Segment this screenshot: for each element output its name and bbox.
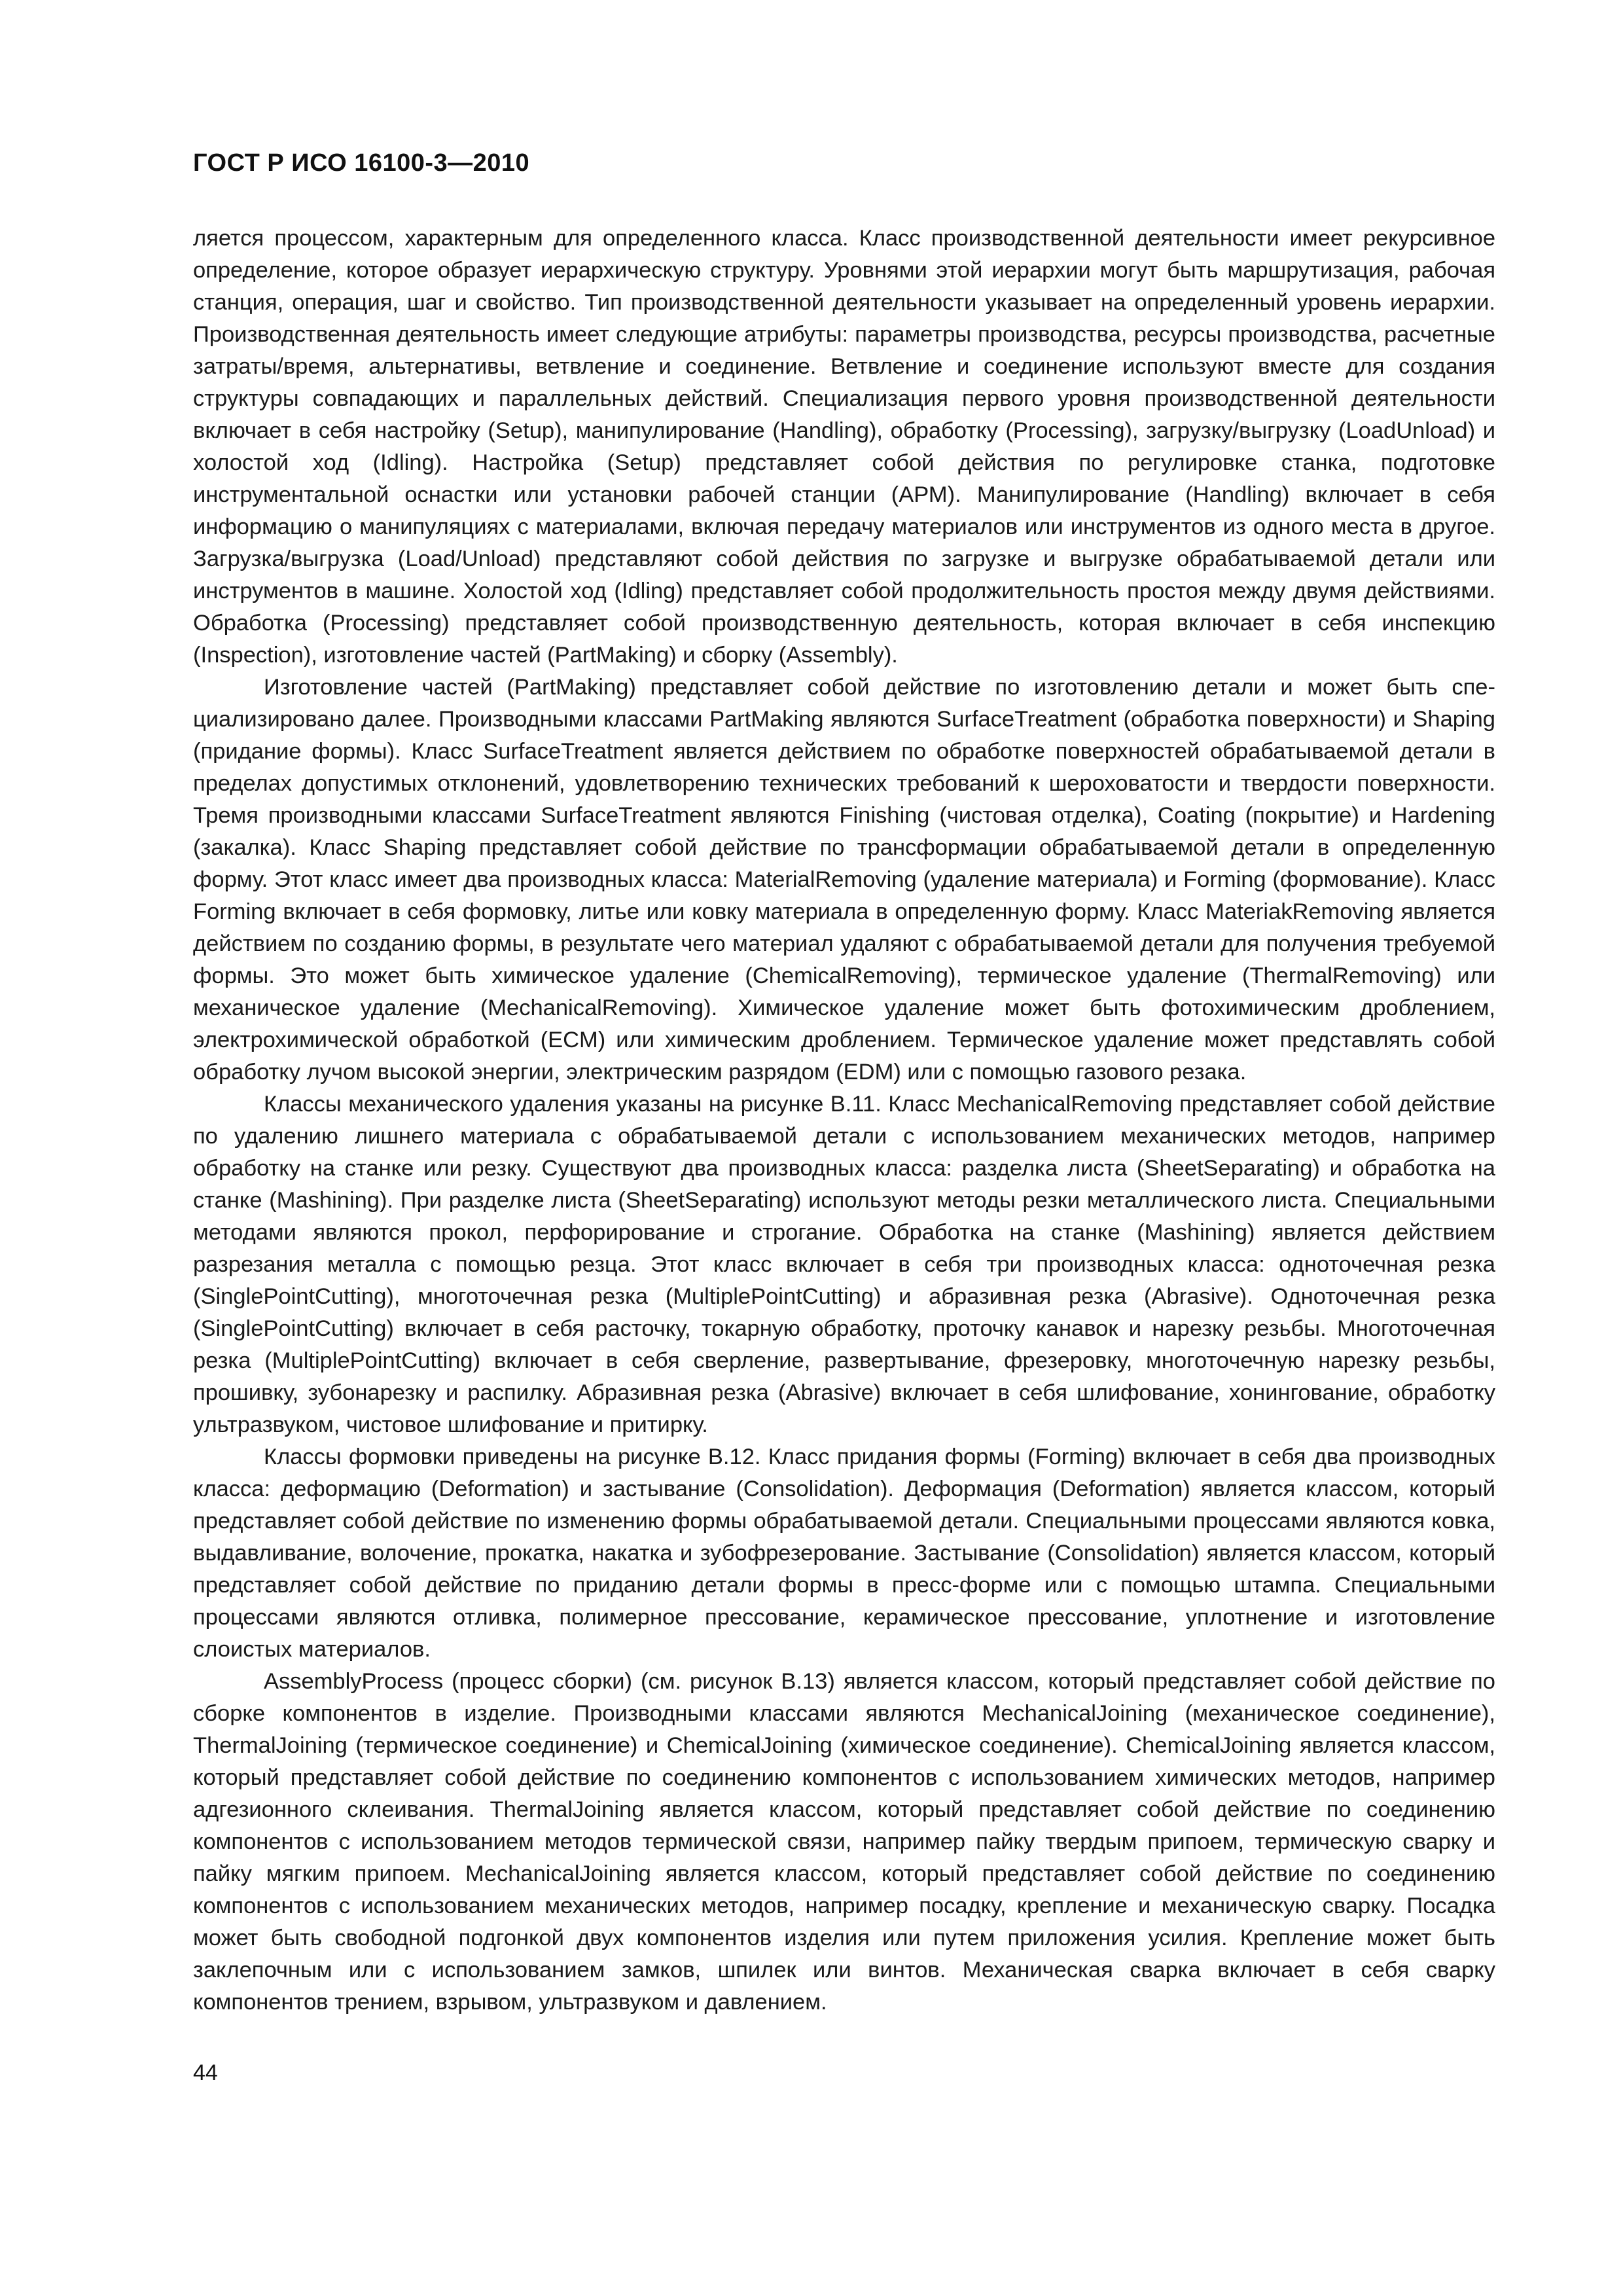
paragraph-assembly-process: AssemblyProcess (процесс сборки) (см. рисунок B.13) является классом, который представляет собой действие по сборке компонентов в изделие. Производными классами являются MechanicalJoining (механическое соединение), ThermalJoining (термическое соединение) и ChemicalJoining (химическое соединение). ChemicalJoining является классом, который представляет собой действие по соединению компонентов с использованием химических методов, например адгезионного склеивания. ThermalJoining является классом, который представляет собой действие по соединению компонентов с использованием методов термической связи, например пайку твердым припоем, термическую сварку и пайку мягким припоем. MechanicalJoining является классом, который представляет собой действие по соединению компонентов с использованием механических методов, например посадку, крепление и механическую сварку. Посадка может быть свободной подгонкой двух компонентов изделия или путем приложения усилия. Крепление может быть заклепочным или с использованием замков, шпилек или винтов. Механическая сварка включает в себя сварку компонентов трением, взрывом, ультразвуком и давлением. xyxy=(193,1669,1495,2015)
document-body xyxy=(193,223,1495,2018)
document-header: ГОСТ Р ИСО 16100-3—2010 xyxy=(193,149,530,177)
paragraph-forming: Классы формовки приведены на рисунке B.12. Класс придания формы (Forming) включает в себя два производных класса: деформацию (Deformation) и застывание (Consolidation). Деформация (Deformation) является классом, который представляет собой действие по изменению формы обрабатываемой детали. Специальными процессами являются ковка, выдавливание, волочение, прокатка, накатка и зубофрезерование. Застывание (Consolidation) является классом, который представляет собой действие по приданию детали формы в пресс-форме или с помощью штампа. Специальными процессами являются отливка, полимерное прессование, керамическое прессование, уплотнение и изготовление слоистых материалов. xyxy=(193,1444,1495,1662)
paragraph-partmaking: Изготовление частей (PartMaking) представляет собой действие по изготовлению детали и может быть специализировано далее. Производными классами PartMaking являются SurfaceTreatment (обработка поверхности) и Shaping (придание формы). Класс SurfaceTreatment является действием по обработке поверхностей обрабатываемой детали в пределах допустимых отклонений, удовлетворению технических требований к шероховатости и твердости поверхности. Тремя производными классами SurfaceTreatment являются Finishing (чистовая отделка), Coating (покрытие) и Hardening (закалка). Класс Shaping представляет собой действие по трансформации обрабатываемой детали в определенную форму. Этот класс имеет два производных класса: MaterialRemoving (удаление материала) и Forming (формование). Класс Forming включает в себя формовку, литье или ковку материала в определенную форму. Класс MateriakRemoving является действием по созданию формы, в результате чего материал удаляют с обрабатываемой детали для получения требуемой формы. Это может быть химическое удаление (ChemicalRemoving), термическое удаление (ThermalRemoving) или механическое удаление (MechanicalRemoving). Химическое удаление может быть фотохимическим дроблением, электрохимической обработкой (ECM) или химическим дроблением. Термическое удаление может представлять собой обработку лучом высокой энергии, электрическим разрядом (EDM) или с помощью газового резака. xyxy=(193,675,1495,1085)
paragraph-mechanical-removing: Классы механического удаления указаны на рисунке B.11. Класс MechanicalRemoving представляет собой действие по удалению лишнего материала с обрабатываемой детали с использованием механических методов, например обработку на станке или резку. Существуют два производных класса: разделка листа (SheetSeparating) и обработка на станке (Mashining). При разделке листа (SheetSeparating) используют методы резки металлического листа. Специальными методами являются прокол, перфорирование и строгание. Обработка на станке (Mashining) является действием разрезания металла с помощью резца. Этот класс включает в себя три производных класса: одноточечная резка (SinglePointCutting), многоточечная резка (MultiplePointCutting) и абразивная резка (Abrasive). Одноточечная резка (SinglePointCutting) включает в себя расточку, токарную обработку, проточку канавок и нарезку резьбы. Многоточечная резка (MultiplePointCutting) включает в себя сверление, развертывание, фрезеровку, многоточечную нарезку резьбы, прошивку, зубонарезку и распилку. Абразивная резка (Abrasive) включает в себя шлифование, хонингование, обработку ультразвуком, чистовое шлифование и притирку. xyxy=(193,1092,1495,1437)
page-number: 44 xyxy=(193,2060,218,2085)
paragraph-continuation: ляется процессом, характерным для определенного класса. Класс производственной деятельности имеет рекурсивное определение, которое образует иерархическую структуру. Уровнями этой иерархии могут быть маршрутизация, рабочая станция, операция, шаг и свойство. Тип производственной деятельности указывает на определенный уровень иерархии. Производственная деятельность имеет следующие атрибуты: параметры производства, ресурсы производства, расчетные затраты/время, альтернативы, ветвление и соединение. Ветвление и соединение используют вместе для создания структуры совпадающих и параллельных действий. Специализация первого уровня производственной деятельности включает в себя настройку (Setup), манипулирование (Handling), обработку (Processing), загрузку/выгрузку (LoadUnload) и холостой ход (Idling). Настройка (Setup) представляет собой действия по регулировке станка, подготовке инструментальной оснастки или установки рабочей станции (АРМ). Манипулирование (Handling) включает в себя информацию о манипуляциях с материалами, включая передачу материалов или инструментов из одного места в другое. Загрузка/выгрузка (Load/Unload) представляют собой действия по загрузке и выгрузке обрабатываемой детали или инструментов в машине. Холостой ход (Idling) представляет собой продолжительность простоя между двумя действиями. Обработка (Processing) представляет собой производственную деятельность, которая включает в себя инспекцию (Inspection), изготовление частей (PartMaking) и сборку (Assembly). xyxy=(193,226,1495,668)
